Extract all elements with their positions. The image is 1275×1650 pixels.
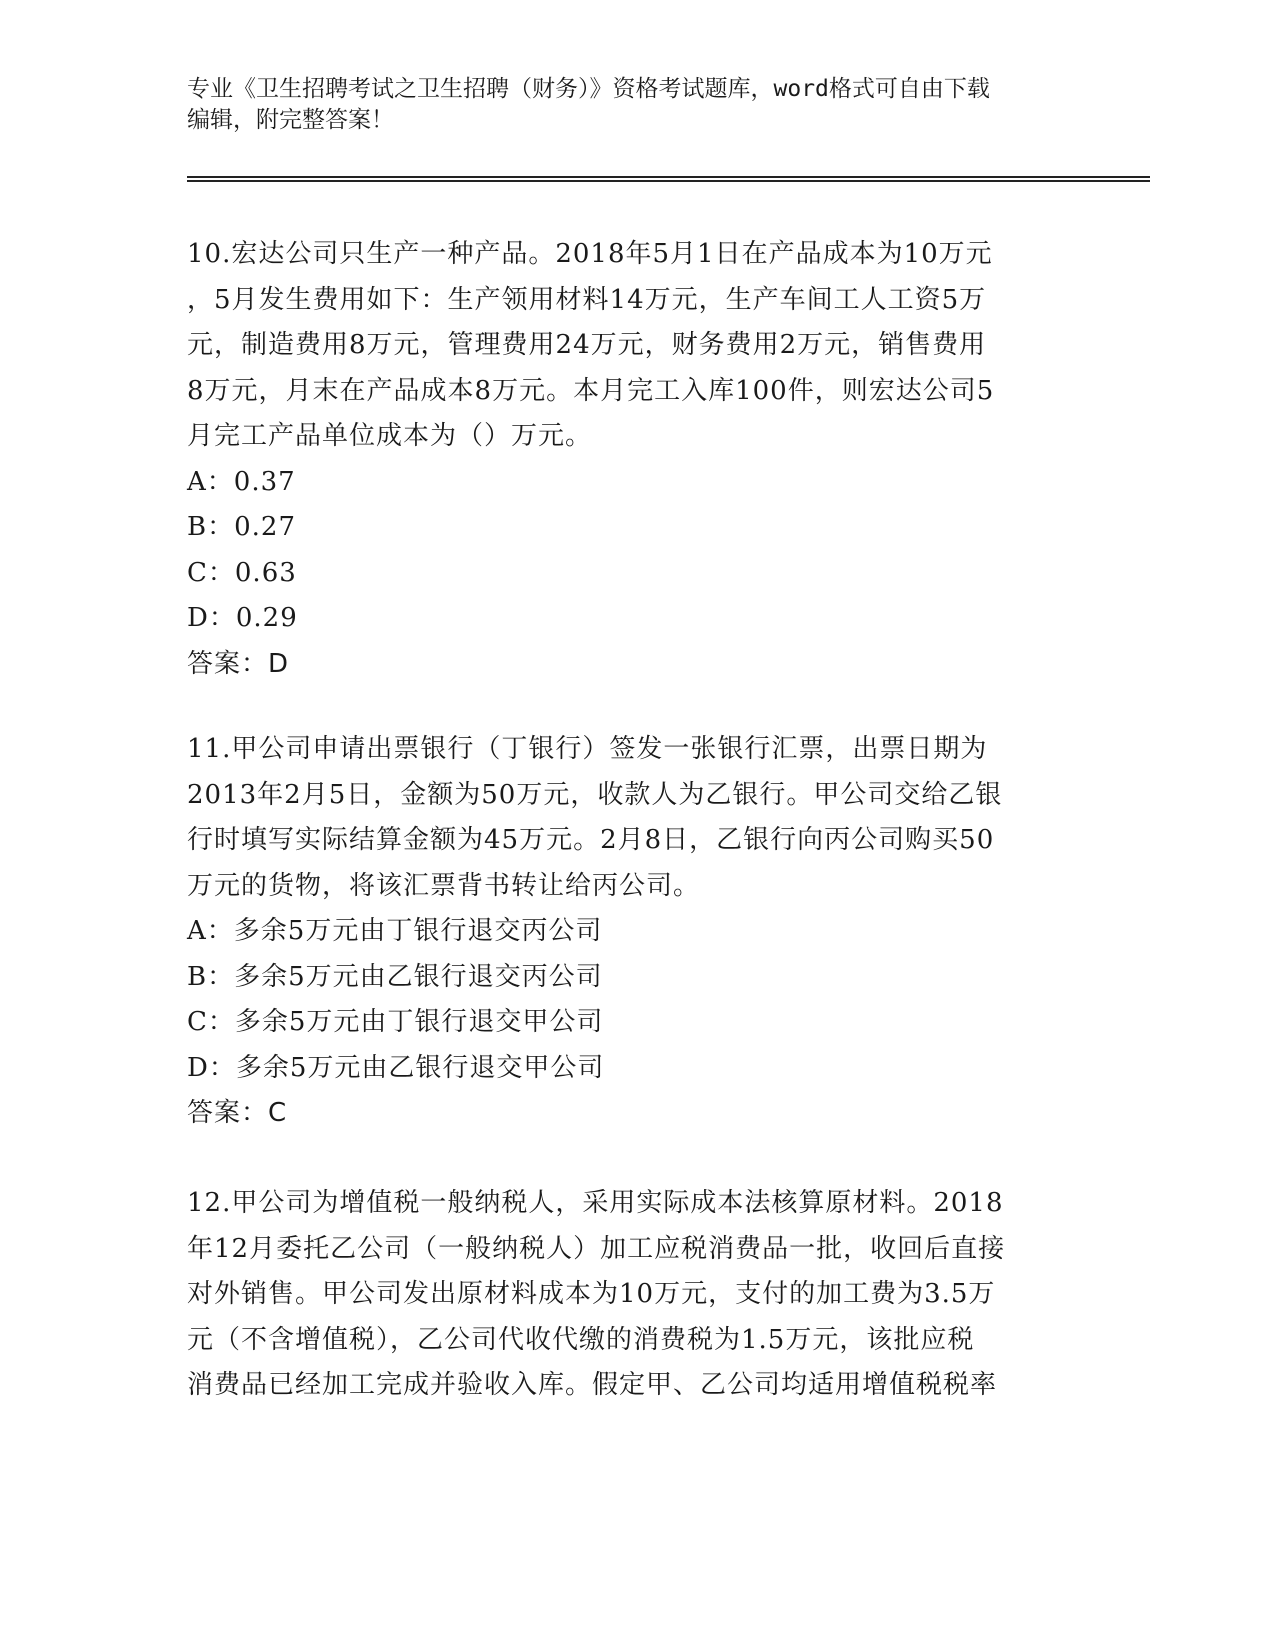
question-stem-line: ，5月发生费用如下：生产领用材料14万元，生产车间工人工资5万 [187,284,987,315]
question-11 [187,727,1087,1137]
question-stem-line: 年12月委托乙公司（一般纳税人）加工应税消费品一批，收回后直接 [187,1233,1006,1264]
question-stem-line: 元（不含增值税），乙公司代收代缴的消费税为1.5万元，该批应税 [187,1324,975,1355]
question-stem-line: 元，制造费用8万元，管理费用24万元，财务费用2万元，销售费用 [187,330,987,360]
question-stem-line: 12.甲公司为增值税一般纳税人，采用实际成本法核算原材料。2018 [187,1188,1004,1218]
header-divider [187,176,1150,182]
question-stem-line: 万元的货物，将该汇票背书转让给丙公司。 [187,870,701,901]
question-stem-line: 对外销售。甲公司发出原材料成本为10万元，支付的加工费为3.5万 [187,1279,996,1309]
question-stem-line: 行时填写实际结算金额为45万元。2月8日，乙银行向丙公司购买50 [187,825,995,855]
option-c: C：0.63 [187,557,297,588]
option-d: D：多余5万元由乙银行退交甲公司 [187,1052,605,1083]
answer-line: 答案：C [187,1098,288,1128]
question-10 [187,232,1087,687]
option-a: A：0.37 [187,466,296,497]
question-stem-line: 11.甲公司申请出票银行（丁银行）签发一张银行汇票，出票日期为 [187,734,988,764]
option-d: D：0.29 [187,603,298,633]
question-stem-line: 月完工产品单位成本为（）万元。 [187,421,593,451]
option-b: B：多余5万元由乙银行退交丙公司 [187,961,603,992]
question-stem-line: 消费品已经加工完成并验收入库。假定甲、乙公司均适用增值税税率 [187,1370,998,1400]
question-stem-line: 2013年2月5日，金额为50万元，收款人为乙银行。甲公司交给乙银 [187,779,1003,810]
header-line-2: 编辑，附完整答案！ [187,107,394,133]
question-stem-line: 8万元，月末在产品成本8万元。本月完工入库100件，则宏达公司5 [187,375,995,406]
answer-line: 答案：D [187,648,290,679]
option-b: B：0.27 [187,512,296,542]
option-c: C：多余5万元由丁银行退交甲公司 [187,1007,604,1037]
header-line-1: 专业《卫生招聘考试之卫生招聘（财务）》资格考试题库，word格式可自由下载 [187,76,990,102]
document-header [187,74,1087,136]
question-12 [187,1181,1087,1409]
option-a: A：多余5万元由丁银行退交丙公司 [187,916,603,946]
question-stem-line: 10.宏达公司只生产一种产品。2018年5月1日在产品成本为10万元 [187,239,993,269]
